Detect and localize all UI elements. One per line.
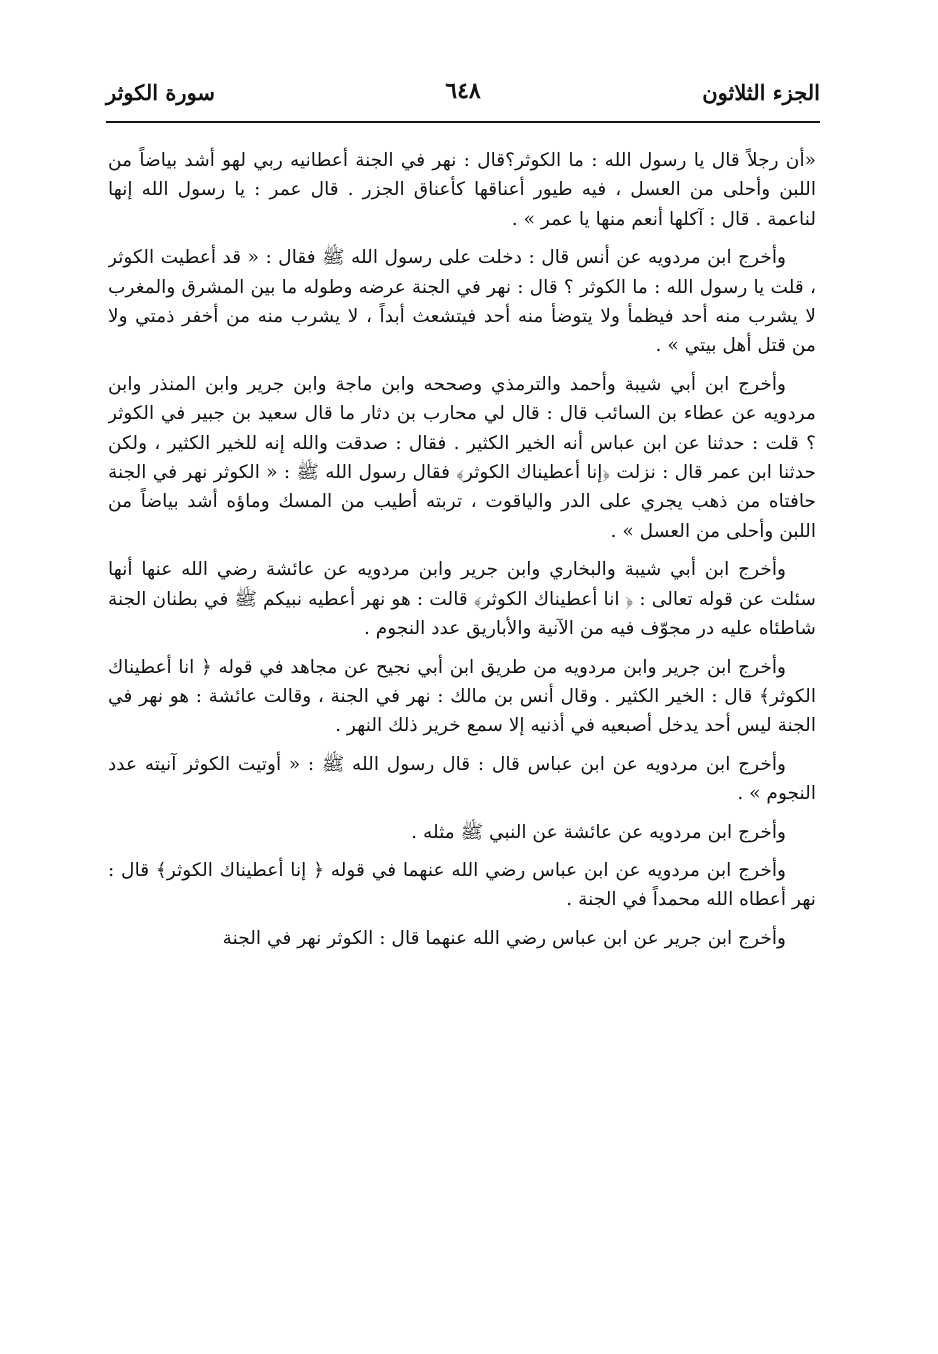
paragraph: وأخرج ابن جرير وابن مردويه من طريق ابن أبي نجيح عن مجاهد في قوله ﴿ انا أعطيناك الكوثر﴾ قال : الخير الكثير . وقال أنس بن مالك : نهر في الجنة ، وقالت عائشة : هو نهر في الجنة ليس أحد يدخل أصبعيه في أذنيه إلا سمع خرير ذلك النهر .: [108, 656, 816, 737]
paragraph: وأخرج ابن أبي شيبة وأحمد والترمذي وصححه وابن ماجة وابن جرير وابن المنذر وابن مردويه عن عطاء بن السائب قال : قال لي محارب بن دثار ما قال سعيد بن جبير في الكوثر ؟ قلت : حدثنا عن ابن عباس أنه الخير الكثير . فقال : صدقت والله إنه للخير الكثير ، ولكن حدثنا ابن عمر قال : نزلت ﴿إنا أعطيناك الكوثر﴾ فقال رسول الله ﷺ : « الكوثر نهر في الجنة حافتاه من ذهب يجري على الدر والياقوت ، تربته أطيب من المسك وماؤه أشد بياضاً من اللبن وأحلى من العسل » .: [108, 373, 816, 542]
paragraph: وأخرج ابن مردويه عن ابن عباس رضي الله عنهما في قوله ﴿ إنا أعطيناك الكوثر﴾ قال : نهر أعطاه الله محمداً في الجنة .: [108, 859, 816, 911]
header-rule: [106, 121, 820, 123]
paragraph: وأخرج ابن أبي شيبة والبخاري وابن جرير وابن مردويه عن عائشة رضي الله عنها أنها سئلت عن قوله تعالى : ﴿ انا أعطيناك الكوثر﴾ قالت : هو نهر أعطيه نبيكم ﷺ في بطنان الجنة شاطئاه عليه در مجوّف فيه من الآنية والأباريق عدد النجوم .: [108, 559, 816, 640]
page-body: [108, 146, 816, 1296]
page-number: ٦٤٨: [445, 78, 481, 104]
paragraph: وأخرج ابن مردويه عن أنس قال : دخلت على رسول الله ﷺ فقال : « قد أعطيت الكوثر ، قلت يا رسول الله : ما الكوثر ؟ قال : نهر في الجنة عرضه وطوله ما بين المشرق والمغرب لا يشرب منه أحد فيظمأ ولا يتوضأ منه أحد فيتشعث أبداً ، لا يشرب منه من أخفر ذمتي ولا من قتل أهل بيتي » .: [108, 247, 816, 357]
running-header: [106, 72, 820, 120]
surah-title: سورة الكوثر: [106, 80, 216, 105]
paragraph: وأخرج ابن مردويه عن ابن عباس قال : قال رسول الله ﷺ : « أوتيت الكوثر آنيته عدد النجوم » .: [108, 753, 816, 805]
paragraph: وأخرج ابن جرير عن ابن عباس رضي الله عنهما قال : الكوثر نهر في الجنة: [222, 927, 786, 949]
paragraph: وأخرج ابن مردويه عن عائشة عن النبي ﷺ مثله .: [411, 821, 786, 843]
part-title: الجزء الثلاثون: [702, 80, 820, 105]
paragraph: «أن رجلاً قال يا رسول الله : ما الكوثر؟قال : نهر في الجنة أعطانيه ربي لهو أشد بياضاً من اللبن وأحلى من العسل ، فيه طيور أعناقها كأعناق الجزر . قال عمر : يا رسول الله إنها لناعمة . قال : آكلها أنعم منها يا عمر » .: [108, 150, 816, 230]
